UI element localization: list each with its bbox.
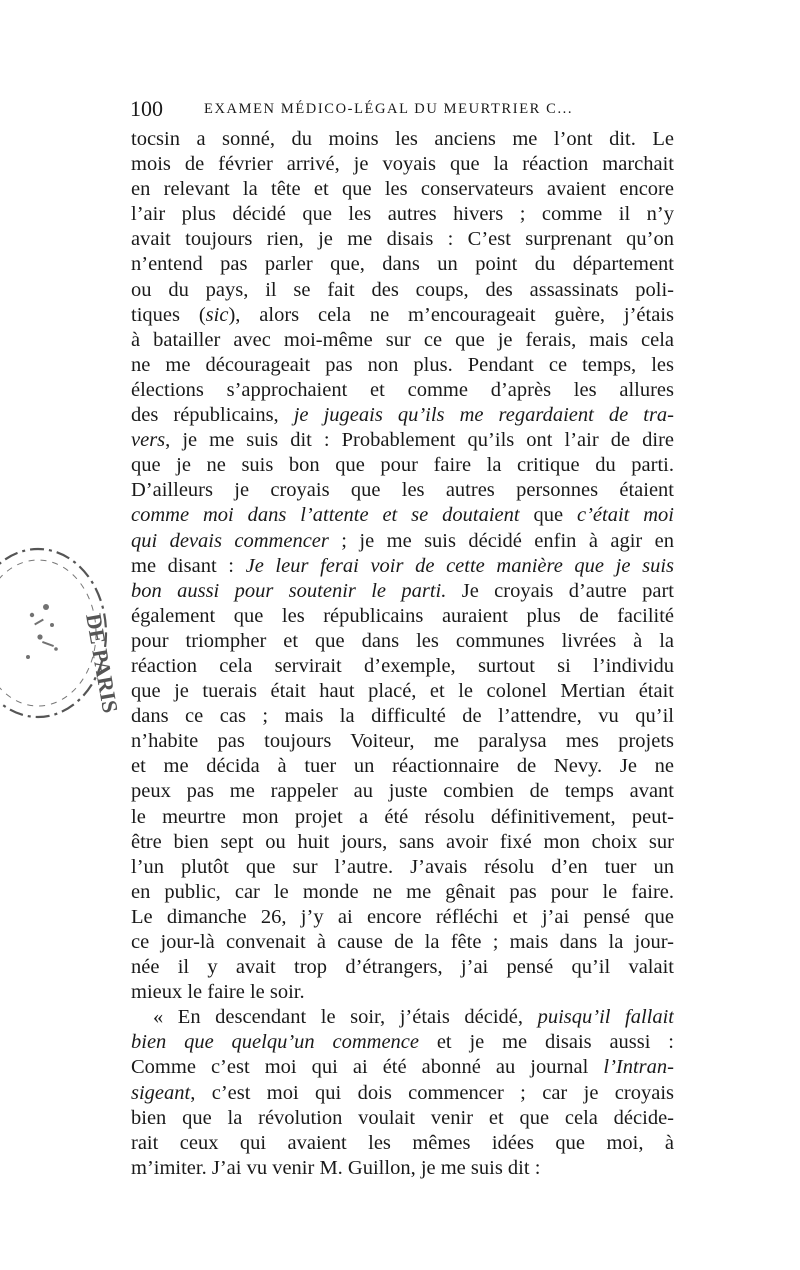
text-line	[131, 880, 674, 905]
text-run: n’entend pas parler que, dans un point du département	[131, 253, 674, 276]
text-run: ; je me suis décidé enfin à agir en	[328, 529, 674, 552]
text-run: des républicains,	[131, 404, 294, 427]
text-line	[131, 453, 674, 478]
text-line	[131, 604, 674, 629]
text-line	[131, 1106, 674, 1131]
text-line	[131, 127, 674, 152]
text-line	[131, 980, 674, 1005]
text-line	[131, 855, 674, 880]
text-run: élections s’approchaient et comme d’après les allures	[131, 378, 674, 401]
text-run: ou du pays, il se fait des coups, des assassinats poli-	[131, 278, 674, 301]
text-run: bien que la révolution voulait venir et que cela décide-	[131, 1106, 674, 1129]
text-line	[131, 428, 674, 453]
text-run: être bien sept ou huit jours, sans avoir fixé mon choix sur	[131, 830, 674, 853]
text-run: l’un plutôt que sur l’autre. J’avais résolu d’en tuer un	[131, 855, 674, 878]
text-line	[131, 1005, 674, 1030]
italic-text: sigeant	[131, 1081, 191, 1104]
text-line	[131, 704, 674, 729]
italic-text: comme moi dans l’attente et se doutaient	[131, 504, 520, 527]
stamp-text: DE PARIS	[81, 611, 123, 715]
italic-text: qui devais commencer	[131, 529, 329, 552]
italic-text: vers	[131, 429, 166, 452]
text-line	[131, 328, 674, 353]
italic-text: l’Intran-	[603, 1056, 674, 1079]
text-run: également que les républicains auraient plus de facilité	[131, 604, 674, 627]
text-line	[131, 1081, 674, 1106]
text-run: tiques (	[131, 303, 206, 326]
text-line	[131, 227, 674, 252]
text-run: m’imiter. J’ai vu venir M. Guillon, je me suis dit :	[131, 1156, 541, 1179]
text-run: ), alors cela ne m’encourageait guère, j’étais	[228, 303, 674, 326]
text-line	[131, 503, 674, 528]
text-line	[131, 1131, 674, 1156]
italic-text: Je leur ferai voir de cette manière que je suis	[245, 554, 674, 577]
italic-text: c’était moi	[576, 504, 674, 527]
text-line	[131, 779, 674, 804]
text-line	[131, 202, 674, 227]
text-run: que je ne suis bon que pour faire la critique du parti.	[131, 454, 674, 477]
text-run: l’air plus décidé que les autres hivers ; comme il n’y	[131, 203, 674, 226]
text-run: mieux le faire le soir.	[131, 981, 305, 1004]
text-run: « En descendant le soir, j’étais décidé,	[153, 1006, 538, 1029]
text-line	[131, 729, 674, 754]
text-line	[131, 303, 674, 328]
text-run: que je tuerais était haut placé, et le colonel Mertian était	[131, 680, 674, 703]
text-line	[131, 554, 674, 579]
text-run: en public, car le monde ne me gênait pas pour le faire.	[131, 880, 674, 903]
text-run: peux pas me rappeler au juste combien de temps avant	[131, 780, 674, 803]
text-run: réaction cela servirait d’exemple, surtout si l’individu	[131, 654, 674, 677]
library-stamp	[0, 545, 123, 725]
text-line	[131, 1030, 674, 1055]
text-line	[131, 177, 674, 202]
text-run: Le dimanche 26, j’y ai encore réfléchi et j’ai pensé que	[131, 905, 674, 928]
text-run: , je me suis dit : Probablement qu’ils ont l’air de dire	[165, 429, 674, 452]
text-line	[131, 754, 674, 779]
text-run: et me décida à tuer un réactionnaire de Nevy. Je ne	[131, 755, 674, 778]
text-line	[131, 579, 674, 604]
text-line	[131, 654, 674, 679]
text-run: tocsin a sonné, du moins les anciens me l’ont dit. Le	[131, 128, 674, 150]
page-number: 100	[130, 96, 163, 121]
text-run: n’habite pas toujours Voiteur, me paralysa mes projets	[131, 730, 674, 753]
italic-text: bon aussi pour soutenir le parti.	[131, 579, 447, 602]
text-line	[131, 629, 674, 654]
text-run: Comme c’est moi qui ai été abonné au journal	[131, 1056, 604, 1079]
text-line	[131, 930, 674, 955]
text-run: mois de février arrivé, je voyais que la réaction marchait	[131, 153, 674, 176]
text-line	[131, 278, 674, 303]
text-run: pour triompher et que dans les communes livrées à la	[131, 629, 674, 652]
text-line	[131, 1055, 674, 1080]
text-line	[131, 805, 674, 830]
text-line	[131, 955, 674, 980]
text-run: le meurtre mon projet a été résolu définitivement, peut-	[131, 805, 674, 828]
italic-text: puisqu’il fallait	[537, 1006, 674, 1029]
text-run: , c’est moi qui dois commencer ; car je croyais	[190, 1081, 674, 1104]
text-run: et je me disais aussi :	[419, 1031, 674, 1054]
text-run: que	[519, 504, 577, 527]
running-head: EXAMEN MÉDICO-LÉGAL DU MEURTRIER C...	[204, 101, 574, 117]
text-line	[131, 403, 674, 428]
text-line	[131, 1156, 674, 1181]
text-run: me disant :	[131, 554, 246, 577]
text-line	[131, 152, 674, 177]
text-run: dans ce cas ; mais la difficulté de l’attendre, vu qu’il	[131, 705, 674, 728]
text-line	[131, 529, 674, 554]
text-run: D’ailleurs je croyais que les autres personnes étaient	[131, 479, 674, 502]
text-run: Je croyais d’autre part	[446, 579, 674, 602]
text-line	[131, 378, 674, 403]
text-run: rait ceux qui avaient les mêmes idées que moi, à	[131, 1131, 674, 1154]
text-line	[131, 252, 674, 277]
text-run: à batailler avec moi-même sur ce que je ferais, mais cela	[131, 328, 674, 351]
page-header	[130, 96, 675, 124]
text-line	[131, 905, 674, 930]
italic-text: sic	[205, 303, 229, 326]
text-line	[131, 679, 674, 704]
italic-text: je jugeais qu’ils me regardaient de tra-	[293, 404, 674, 427]
italic-text: bien que quelqu’un commence	[131, 1031, 419, 1054]
text-run: ne me décourageait pas non plus. Pendant ce temps, les	[131, 353, 674, 376]
text-run: née il y avait trop d’étrangers, j’ai pensé qu’il valait	[131, 956, 674, 979]
text-line	[131, 830, 674, 855]
text-run: avait toujours rien, je me disais : C’est surprenant qu’on	[131, 228, 674, 251]
text-run: ce jour-là convenait à cause de la fête ; mais dans la jour-	[131, 931, 674, 953]
text-line	[131, 478, 674, 503]
body-text	[131, 127, 674, 1181]
text-line	[131, 353, 674, 378]
text-run: en relevant la tête et que les conservateurs avaient encore	[131, 178, 674, 201]
